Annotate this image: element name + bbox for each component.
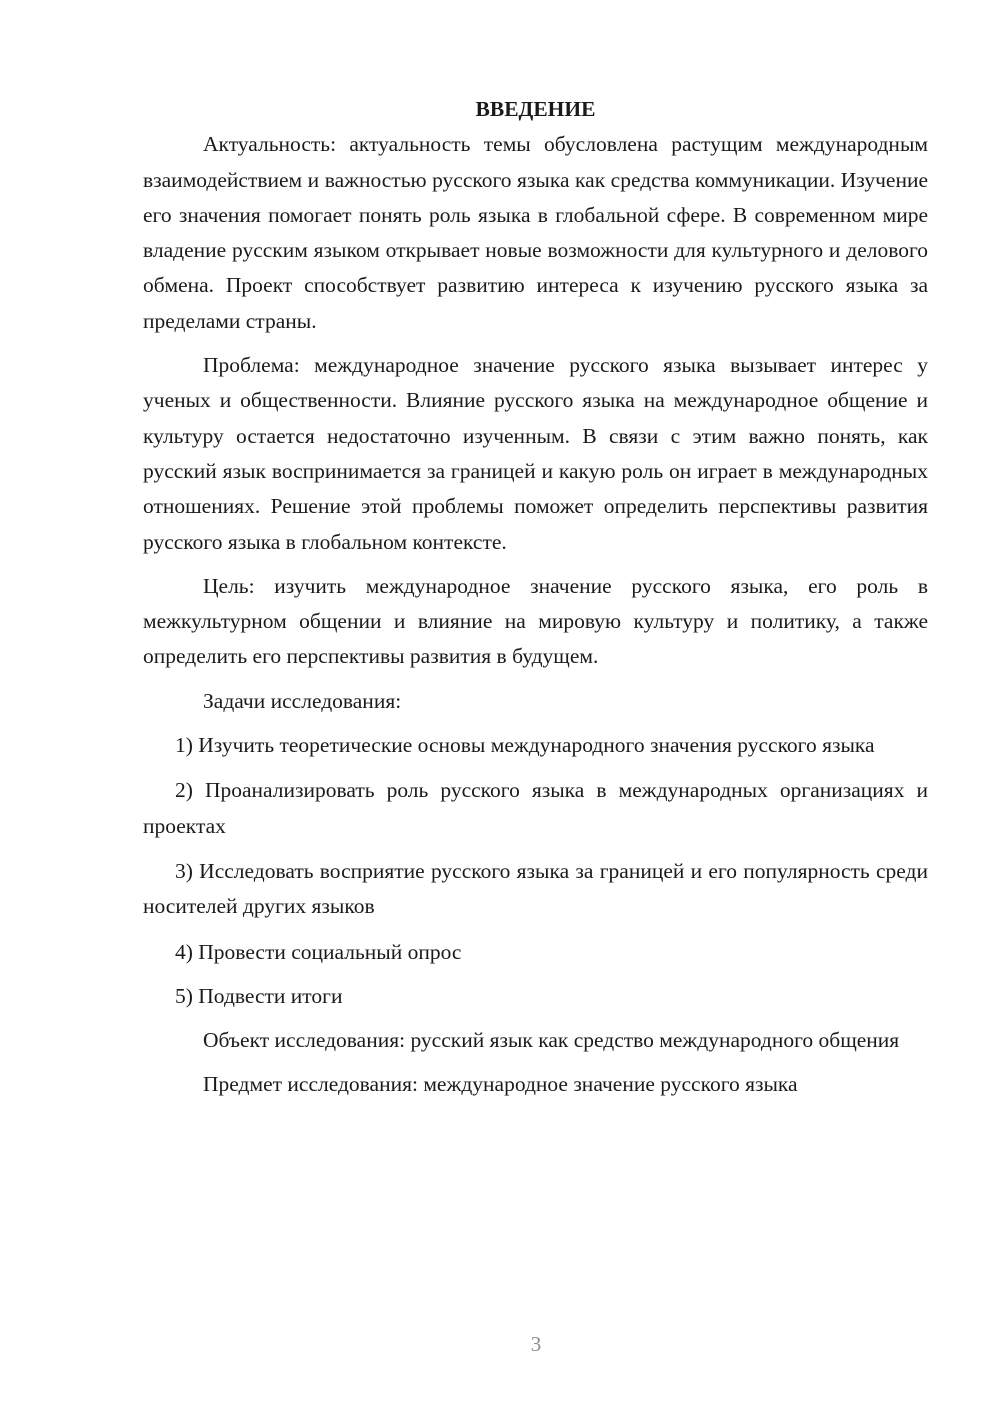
list-item: 3) Исследовать восприятие русского языка за границей и его популярность среди носителей других языков: [143, 858, 928, 919]
list-item: 5) Подвести итоги: [175, 983, 343, 1008]
page-title: ВВЕДЕНИЕ: [475, 97, 596, 121]
tasks-heading: Задачи исследования:: [203, 688, 402, 713]
list-item: 2) Проанализировать роль русского языка в международных организациях и проектах: [143, 778, 928, 838]
subject-paragraph: Предмет исследования: международное значение русского языка: [203, 1072, 798, 1097]
page-number: 3: [530, 1332, 542, 1356]
document-page: [143, 92, 928, 1112]
object-paragraph: Объект исследования: русский язык как средство международного общения: [203, 1028, 900, 1053]
tasks-list: [143, 728, 928, 1014]
goal-paragraph: Цель: изучить международное значение русского языка, его роль в межкультурном общении и влияние на мировую культуру и политику, а также определить его перспективы развития в будущем.: [143, 573, 928, 669]
relevance-paragraph: Актуальность: актуальность темы обусловлена растущим международным взаимодействием и важностью русского языка как средства коммуникации. Изучение его значения помогает понять роль языка в глобальной сфере. В современном мире владение русским языком открывает новые возможности для культурного и делового обмена. Проект способствует развитию интереса к изучению русского языка за пределами страны.: [143, 132, 928, 333]
problem-paragraph: Проблема: международное значение русского языка вызывает интерес у ученых и общественности. Влияние русского языка на международное общение и культуру остается недостаточно изученным. В связи с этим важно понять, как русский язык воспринимается за границей и какую роль он играет в международных отношениях. Решение этой проблемы поможет определить перспективы развития русского языка в глобальном контексте.: [143, 353, 928, 554]
list-item: 1) Изучить теоретические основы международного значения русского языка: [175, 733, 875, 758]
list-item: 4) Провести социальный опрос: [175, 939, 462, 964]
